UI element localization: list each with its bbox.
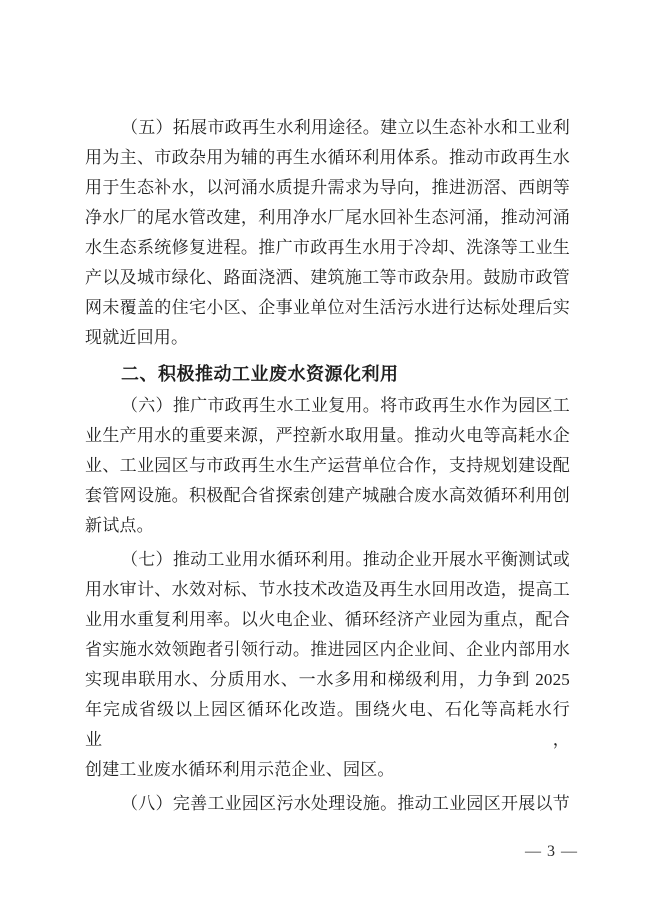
text-line: 水生态系统修复进程。推广市政再生水用于冷却、洗涤等工业生 (85, 238, 570, 257)
paragraph (85, 789, 570, 819)
paragraph (85, 391, 570, 541)
document-body (85, 113, 570, 823)
text-line: 实现串联用水、分质用水、一水多用和梯级利用，力争到 2025 (85, 670, 570, 689)
text-line: 网未覆盖的住宅小区、企事业单位对生活污水进行达标处理后实 (85, 298, 570, 317)
text-line: 业用水重复利用率。以火电企业、循环经济产业园为重点，配合 (85, 610, 570, 629)
text-line: 套管网设施。积极配合省探索创建产城融合废水高效循环利用创 (85, 486, 570, 505)
text-line: 现就近回用。 (85, 328, 189, 347)
text-line: 年完成省级以上园区循环化改造。围绕火电、石化等高耗水行业， (85, 700, 570, 749)
text-line: 二、积极推动工业废水资源化利用 (121, 364, 399, 384)
paragraph (85, 113, 570, 353)
paragraph (85, 545, 570, 785)
text-line: （五）拓展市政再生水利用途径。建立以生态补水和工业利 (121, 118, 570, 137)
text-line: 净水厂的尾水管改建，利用净水厂尾水回补生态河涌，推动河涌 (85, 208, 570, 227)
text-line: 创建工业废水循环利用示范企业、园区。 (85, 760, 395, 779)
text-line: 业、工业园区与市政再生水生产运营单位合作，支持规划建设配 (85, 456, 570, 475)
text-line: （八）完善工业园区污水处理设施。推动工业园区开展以节 (121, 794, 570, 813)
text-line: 业生产用水的重要来源，严控新水取用量。推动火电等高耗水企 (85, 426, 570, 445)
text-line: （七）推动工业用水循环利用。推动企业开展水平衡测试或 (121, 550, 570, 569)
text-line: 省实施水效领跑者引领行动。推进园区内企业间、企业内部用水 (85, 640, 570, 659)
text-line: （六）推广市政再生水工业复用。将市政再生水作为园区工 (121, 396, 570, 415)
text-line: 用水审计、水效对标、节水技术改造及再生水回用改造，提高工 (85, 580, 570, 599)
page-number: — 3 — (525, 843, 578, 860)
section-heading (85, 359, 570, 389)
text-line: 产以及城市绿化、路面浇洒、建筑施工等市政杂用。鼓励市政管 (85, 268, 570, 287)
text-line: 用于生态补水，以河涌水质提升需求为导向，推进沥滘、西朗等 (85, 178, 570, 197)
text-line: 用为主、市政杂用为辅的再生水循环利用体系。推动市政再生水 (85, 148, 570, 167)
text-line: 新试点。 (85, 516, 154, 535)
